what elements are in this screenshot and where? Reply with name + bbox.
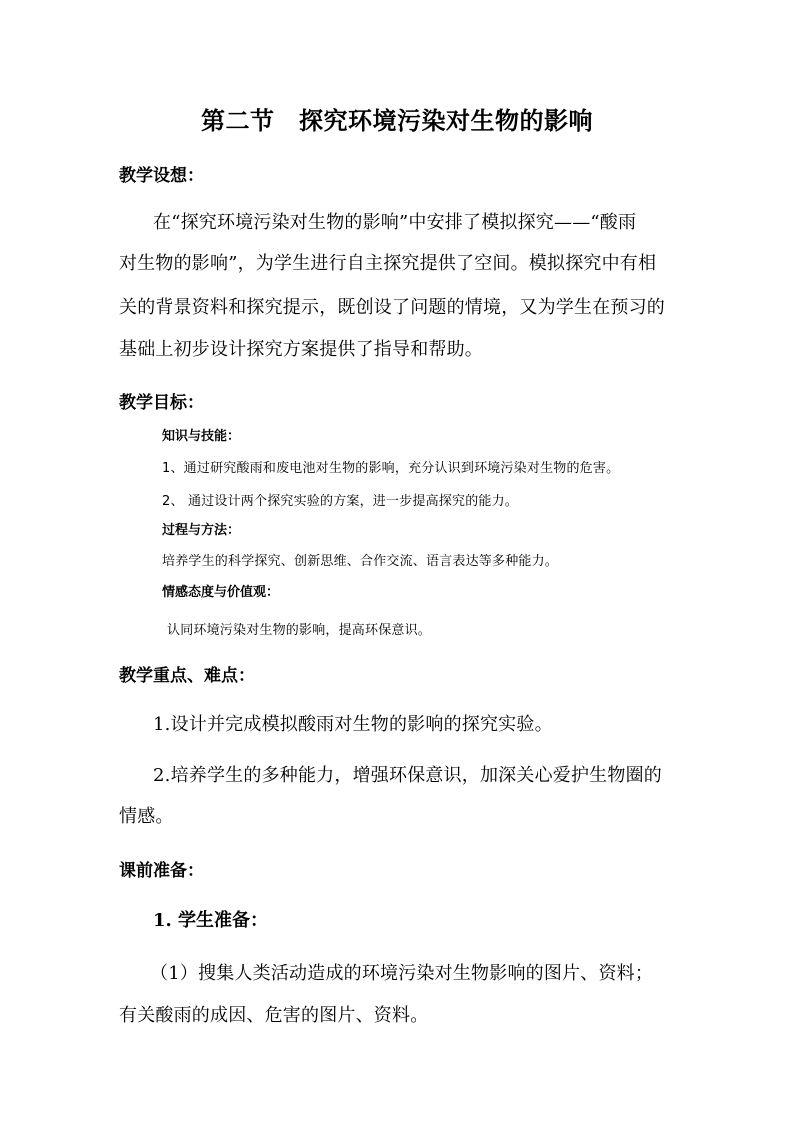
key-point-1: 1.设计并完成模拟酸雨对生物的影响的探究实验。 xyxy=(153,714,553,735)
section-heading-key-points: 教学重点、难点： xyxy=(119,666,255,686)
key-point-2-line-1: 2.培养学生的多种能力，增强环保意识，加深关心爱护生物圈的 xyxy=(153,765,662,786)
knowledge-item-2: 2、 通过设计两个探究实验的方案，进一步提高探究的能力。 xyxy=(162,494,519,509)
section-heading-design: 教学设想： xyxy=(119,166,204,186)
attitude-heading: 情感态度与价值观： xyxy=(162,585,280,600)
attitude-text: 认同环境污染对生物的影响，提高环保意识。 xyxy=(167,623,432,638)
preparation-item-1-line-1: （1）搜集人类活动造成的环境污染对生物影响的图片、资料； xyxy=(150,963,654,984)
design-paragraph-line-4: 基础上初步设计探究方案提供了指导和帮助。 xyxy=(119,339,483,360)
knowledge-item-1: 1、通过研究酸雨和废电池对生物的影响，充分认识到环境污染对生物的危害。 xyxy=(162,461,620,476)
preparation-item-1-line-2: 有关酸雨的成因、危害的图片、资料。 xyxy=(119,1005,429,1026)
student-preparation-heading: 1. 学生准备： xyxy=(153,910,269,931)
section-heading-goals: 教学目标： xyxy=(119,393,204,413)
knowledge-heading: 知识与技能： xyxy=(162,429,241,444)
process-text: 培养学生的科学探究、创新思维、合作交流、语言表达等多种能力。 xyxy=(162,554,559,569)
key-point-2-line-2: 情感。 xyxy=(119,806,174,827)
design-paragraph-line-2: 对生物的影响”，为学生进行自主探究提供了空间。模拟探究中有相 xyxy=(119,253,657,274)
design-paragraph-line-1: 在“探究环境污染对生物的影响”中安排了模拟探究——“酸雨 xyxy=(153,212,637,233)
process-heading: 过程与方法： xyxy=(162,523,241,538)
design-paragraph-line-3: 关的背景资料和探究提示，既创设了问题的情境，又为学生在预习的 xyxy=(119,297,665,318)
section-heading-preparation: 课前准备： xyxy=(119,861,204,881)
page-title: 第二节 探究环境污染对生物的影响 xyxy=(201,106,593,135)
